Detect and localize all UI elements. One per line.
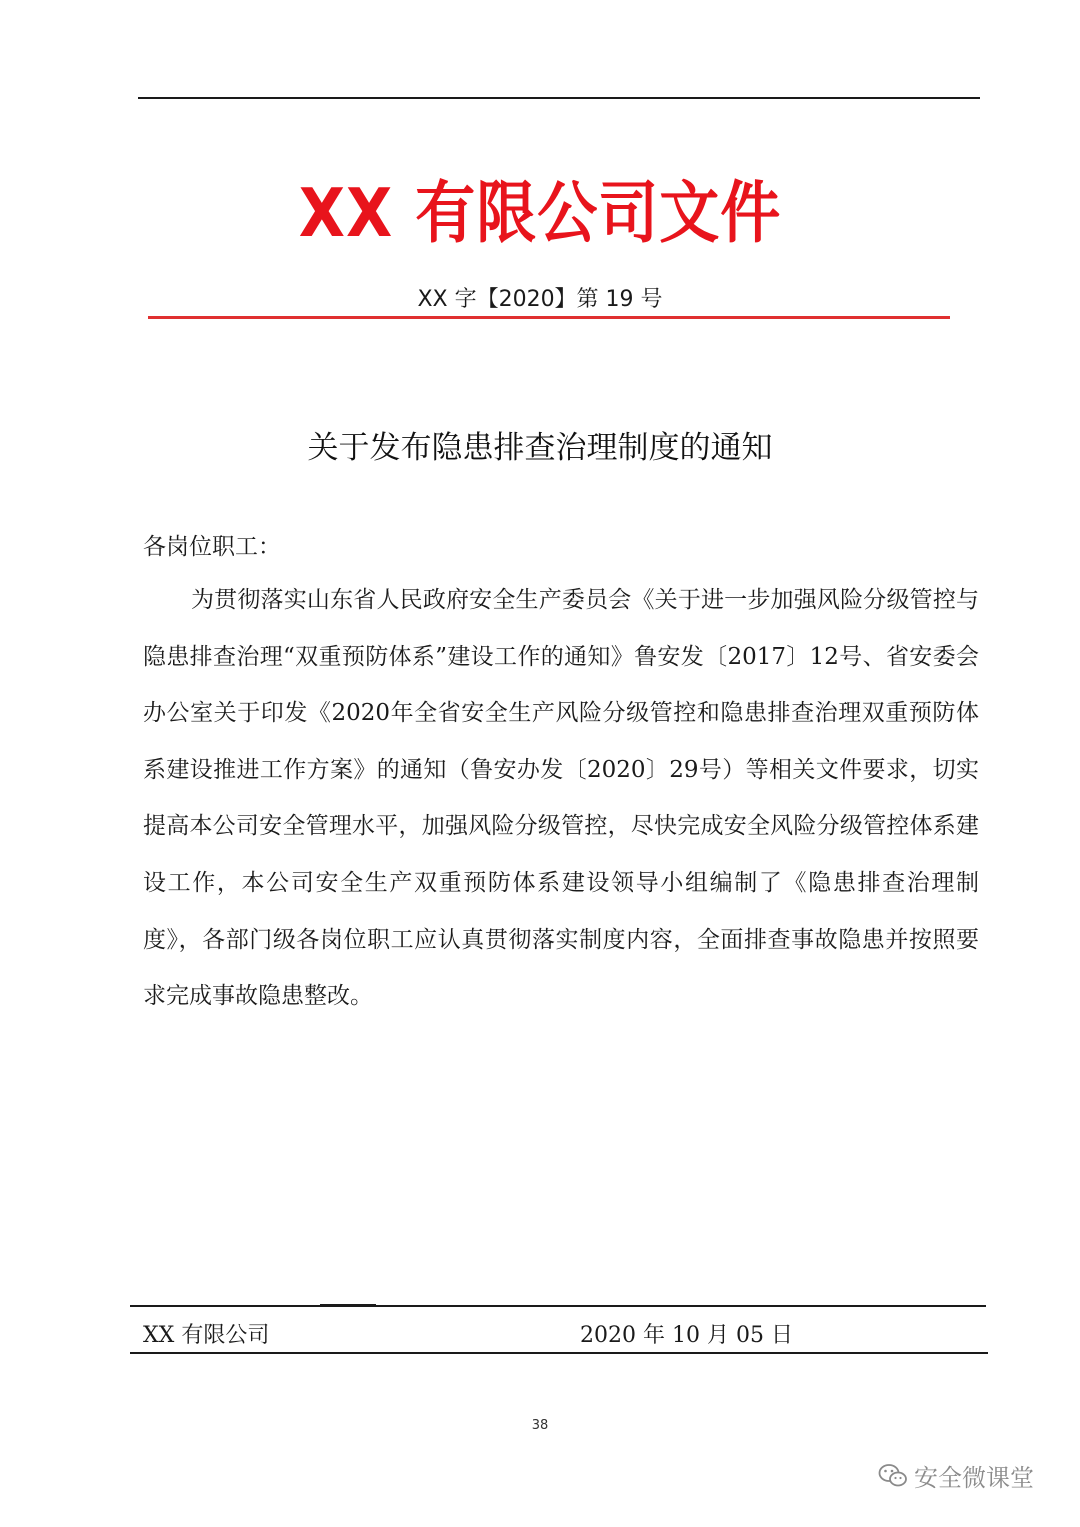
notice-title: 关于发布隐患排查治理制度的通知 xyxy=(307,430,773,466)
footer-bottom-divider xyxy=(130,1352,988,1354)
document-header-title: XX 有限公司文件 xyxy=(298,174,782,253)
watermark xyxy=(878,1458,1034,1493)
footer-divider-mark xyxy=(320,1304,376,1307)
footer-top-divider xyxy=(130,1305,986,1307)
wechat-icon xyxy=(878,1463,908,1489)
notice-body: 为贯彻落实山东省人民政府安全生产委员会《关于进一步加强风险分级管控与隐患排查治理“双重预防体系”建设工作的通知》鲁安发〔2017〕12号、省安委会办公室关于印发《2020年全省安全生产风险分级管控和隐患排查治理双重预防体系建设推进工作方案》的通知（鲁安办发〔2020〕29号）等相关文件要求，切实提高本公司安全管理水平，加强风险分级管控，尽快完成安全风险分级管控体系建设工作，本公司安全生产双重预防体系建设领导小组编制了《隐患排查治理制度》，各部门级各岗位职工应认真贯彻落实制度内容，全面排查事故隐患并按照要求完成事故隐患整改。 xyxy=(143,587,979,1010)
footer-company: XX 有限公司 xyxy=(143,1323,270,1348)
salutation: 各岗位职工： xyxy=(143,534,281,560)
footer-date: 2020 年 10 月 05 日 xyxy=(580,1323,793,1348)
red-divider xyxy=(148,316,950,319)
top-divider xyxy=(138,97,980,99)
watermark-text: 安全微课堂 xyxy=(914,1464,1034,1492)
page-number: 38 xyxy=(531,1418,549,1433)
document-number: XX 字【2020】第 19 号 xyxy=(417,287,663,312)
